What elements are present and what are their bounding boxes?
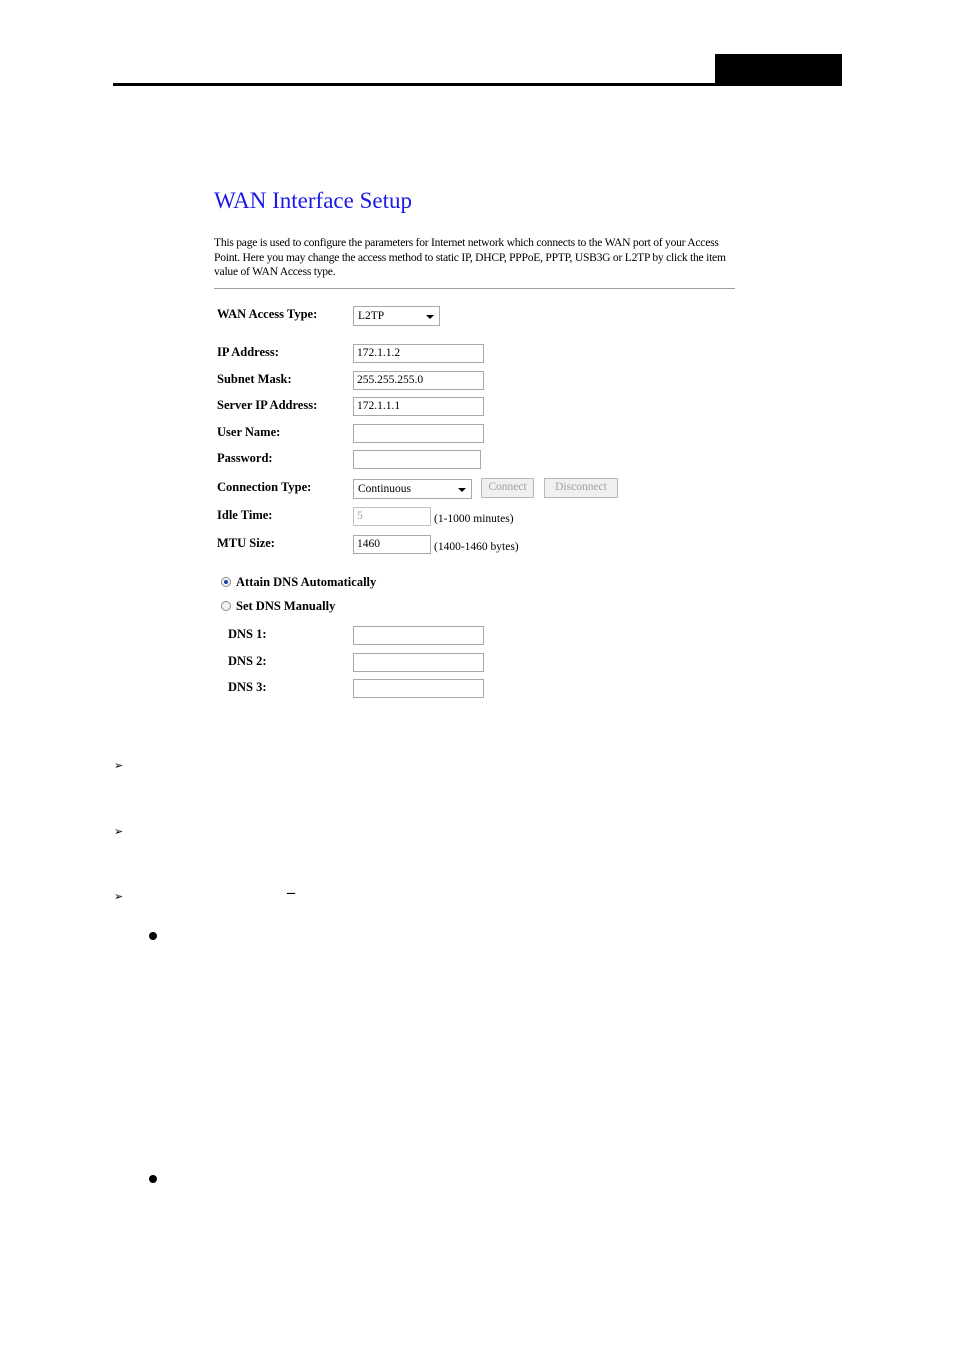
dns-manual-label: Set DNS Manually [236, 599, 336, 613]
chevron-down-icon [426, 315, 434, 319]
dns-manual-radio[interactable] [221, 601, 231, 611]
subnet-mask-label: Subnet Mask: [217, 372, 292, 386]
ip-address-label: IP Address: [217, 345, 279, 359]
dns1-input[interactable] [353, 626, 484, 645]
dns-auto-label: Attain DNS Automatically [236, 575, 377, 589]
list-arrow-marker: ➢ [114, 825, 124, 838]
list-dash: – [287, 884, 295, 901]
idle-time-label: Idle Time: [217, 508, 273, 522]
dns1-label: DNS 1: [228, 627, 267, 641]
list-arrow-marker: ➢ [114, 890, 124, 903]
dns3-label: DNS 3: [228, 680, 267, 694]
page-description: This page is used to configure the parameters for Internet network which connects to the WAN port of your Access Point. Here you may change the access method to static IP, DHCP, PPPoE, PPTP, USB3G or L2TP by click the item value of WAN Access type. [214, 236, 726, 278]
password-label: Password: [217, 451, 273, 465]
list-arrow-marker: ➢ [114, 759, 124, 772]
dns3-input[interactable] [353, 679, 484, 698]
idle-time-input[interactable]: 5 [353, 507, 431, 526]
dns2-input[interactable] [353, 653, 484, 672]
mtu-size-label: MTU Size: [217, 536, 275, 550]
server-ip-label: Server IP Address: [217, 398, 318, 412]
connection-type-value: Continuous [358, 483, 412, 495]
user-name-label: User Name: [217, 425, 281, 439]
server-ip-input[interactable]: 172.1.1.1 [353, 397, 484, 416]
bullet-dot [149, 932, 157, 940]
connection-type-select[interactable] [353, 479, 472, 499]
dns2-label: DNS 2: [228, 654, 267, 668]
subnet-mask-input[interactable]: 255.255.255.0 [353, 371, 484, 390]
connection-type-label: Connection Type: [217, 480, 312, 494]
wan-access-type-select[interactable] [353, 306, 440, 326]
mtu-size-hint: (1400-1460 bytes) [434, 541, 519, 553]
user-name-input[interactable] [353, 424, 484, 443]
header-rule [113, 83, 842, 86]
connect-button[interactable]: Connect [481, 478, 534, 498]
idle-time-hint: (1-1000 minutes) [434, 513, 514, 525]
dns-auto-radio[interactable] [221, 577, 231, 587]
disconnect-button[interactable]: Disconnect [544, 478, 618, 498]
bullet-dot [149, 1175, 157, 1183]
password-input[interactable] [353, 450, 481, 469]
mtu-size-input[interactable]: 1460 [353, 535, 431, 554]
chevron-down-icon [458, 488, 466, 492]
ip-address-input[interactable]: 172.1.1.2 [353, 344, 484, 363]
wan-access-type-label: WAN Access Type: [217, 307, 318, 321]
wan-access-type-value: L2TP [358, 310, 385, 322]
page-title: WAN Interface Setup [214, 188, 412, 213]
header-tab-block [715, 54, 842, 86]
section-divider [214, 288, 735, 289]
